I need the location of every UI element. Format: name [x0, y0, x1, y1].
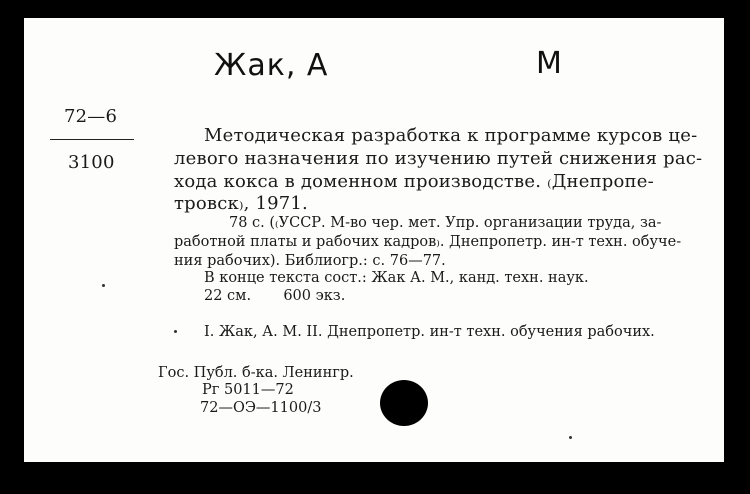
divider-line: [50, 139, 134, 140]
speck: [569, 436, 572, 439]
note-line-2: работной платы и рабочих кадров₎. Днепропетр. ин-т техн. обуче-: [174, 234, 682, 250]
title-line-2: левого назначения по изучению путей снижения рас-: [174, 148, 703, 169]
author-note: В конце текста сост.: Жак А. М., канд. техн. наук.: [204, 270, 589, 286]
title-line-4: тровск₎, 1971.: [174, 193, 308, 214]
call-number: 3100: [68, 152, 115, 173]
handwritten-author: Жак, А: [214, 48, 329, 83]
speck: [102, 284, 105, 287]
note-line-1: 78 с. (₍УССР. М-во чер. мет. Упр. организации труда, за-: [229, 215, 662, 231]
format-line: 22 см. 600 экз.: [204, 288, 346, 304]
title-line-3: хода кокса в доменном производстве. ₍Днепропе-: [174, 171, 654, 192]
ink-blot: [380, 380, 428, 426]
shelf-number: 72—6: [64, 106, 118, 127]
handwritten-initial: М: [536, 46, 563, 81]
note-line-3: ния рабочих). Библиогр.: с. 76—77.: [174, 253, 446, 269]
tracings: I. Жак, А. М. II. Днепропетр. ин-т техн. обучения рабочих.: [204, 324, 655, 340]
title-line-1: Методическая разработка к программе курсов це-: [204, 125, 698, 146]
order-number: Рг 5011—72: [202, 382, 294, 398]
registration-number: 72—ОЭ—1100/3: [200, 400, 322, 416]
library-stamp: Гос. Публ. б-ка. Ленингр.: [158, 365, 354, 381]
catalog-card: [24, 18, 724, 462]
speck: [174, 330, 177, 333]
